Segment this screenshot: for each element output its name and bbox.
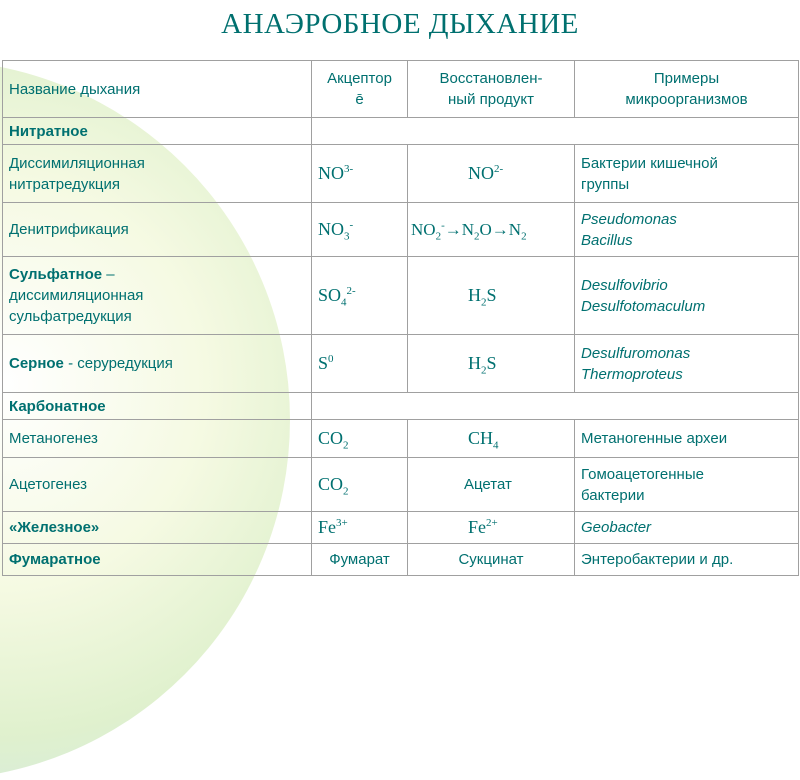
header-acceptor: Акцептор ē — [312, 61, 408, 118]
table-row — [3, 420, 799, 458]
row-product: $H_2S$ — [408, 257, 575, 335]
row-examples: Pseudomonas Bacillus — [575, 203, 799, 257]
row-acceptor: $S^0$ — [312, 335, 408, 393]
table-row — [3, 458, 799, 512]
row-product: $CH_4$ — [408, 420, 575, 458]
row-examples: Бактерии кишечной группы — [575, 145, 799, 203]
row-product: $NO^{2-}$ — [408, 145, 575, 203]
row-product: $NO_2^-\to N_2O\to N_2$ — [408, 203, 575, 257]
row-name: Денитрификация — [3, 203, 312, 257]
row-examples: Desulfovibrio Desulfotomaculum — [575, 257, 799, 335]
row-product: Сукцинат — [408, 544, 575, 576]
row-acceptor: $Fe^{3+}$ — [312, 512, 408, 544]
row-name: Диссимиляционная нитратредукция — [3, 145, 312, 203]
table-row — [3, 257, 799, 335]
row-examples: Geobacter — [575, 512, 799, 544]
row-acceptor: $NO^{3-}$ — [312, 145, 408, 203]
page-title: АНАЭРОБНОЕ ДЫХАНИЕ — [221, 8, 579, 40]
respiration-table — [2, 60, 799, 576]
row-name: Сульфатное – диссимиляционная сульфатредукция — [3, 257, 312, 335]
section-row-nitrate — [3, 118, 799, 145]
row-name: Фумаратное — [3, 544, 312, 576]
table-header-row — [3, 61, 799, 118]
row-name: Ацетогенез — [3, 458, 312, 512]
table-row — [3, 203, 799, 257]
table-row — [3, 335, 799, 393]
row-name: «Железное» — [3, 512, 312, 544]
table-row — [3, 145, 799, 203]
row-product: $H_2S$ — [408, 335, 575, 393]
row-acceptor: $CO_2$ — [312, 458, 408, 512]
row-product: $Fe^{2+}$ — [408, 512, 575, 544]
row-acceptor: Фумарат — [312, 544, 408, 576]
row-examples: Desulfuromonas Thermoproteus — [575, 335, 799, 393]
row-acceptor: $SO_4^{2-}$ — [312, 257, 408, 335]
section-label: Нитратное — [3, 118, 312, 145]
row-name: Серное - серуредукция — [3, 335, 312, 393]
row-acceptor: $CO_2$ — [312, 420, 408, 458]
header-examples: Примеры микроорганизмов — [575, 61, 799, 118]
row-examples: Энтеробактерии и др. — [575, 544, 799, 576]
section-label: Карбонатное — [3, 393, 312, 420]
header-name: Название дыхания — [3, 61, 312, 118]
row-examples: Метаногенные археи — [575, 420, 799, 458]
row-acceptor: $NO_3^-$ — [312, 203, 408, 257]
header-product: Восстановлен- ный продукт — [408, 61, 575, 118]
section-row-carbonate — [3, 393, 799, 420]
row-examples: Гомоацетогенные бактерии — [575, 458, 799, 512]
row-name: Метаногенез — [3, 420, 312, 458]
table-row — [3, 544, 799, 576]
row-product: Ацетат — [408, 458, 575, 512]
table-row — [3, 512, 799, 544]
